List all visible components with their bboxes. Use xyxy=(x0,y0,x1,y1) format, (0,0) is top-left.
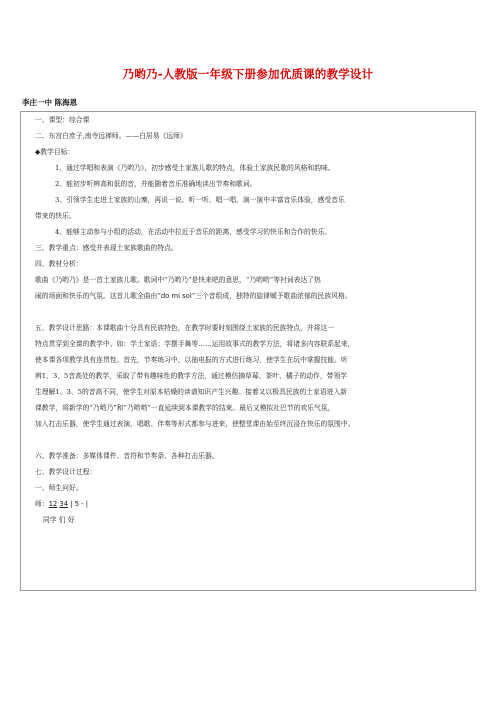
goal-1: 1、通过学唱和表演《乃哟乃》，初步感受土家族儿歌的特点，体验土家族民歌的风格和韵味。 xyxy=(55,164,335,172)
note-group-3: | 5 - | xyxy=(68,500,89,508)
note-group-2: 34 xyxy=(59,500,69,508)
course-type-line: 一、课型：综合课 xyxy=(35,116,90,124)
design-para-2: 特点贯穿到全课的教学中。如：学土家语；学摆手舞等……运用故事式的教学方法，将诸多内容联系起来， xyxy=(35,340,355,348)
teacher-label: 师： xyxy=(35,500,49,508)
material-heading: 四、教材分析： xyxy=(35,260,83,268)
material-text-a: 闹的场面和快乐的气氛。这首儿歌全曲由“ xyxy=(35,292,161,300)
design-para-3: 使本课各项教学具有连贯性。首先，节奏练习中，以抽电报的方式进行练习，使学生在玩中掌握技能。听 xyxy=(35,356,348,364)
material-text-b: ”三个音组成，独特的旋律赋予歌曲浓郁的民族风格。 xyxy=(191,292,352,300)
key-points-line: 三、教学重点：感受并表现土家族歌曲的特点。 xyxy=(35,244,178,252)
goal-3: 3、引领学生走进土家族的山寨，再说一说、听一听、唱一唱、演一演中丰富音乐体验，感受音乐 xyxy=(55,196,345,204)
author-line: 李庄一中 陈海恩 xyxy=(22,98,78,107)
design-para-5: 生理解1、3、5的音高不同，使学生对原本枯燥的读谱知识产生兴趣。接着又以极具民族的土家语进入新 xyxy=(35,388,348,396)
goal-4: 4、能够主动参与小组的活动，在活动中拉近于音乐的距离，感受学习的快乐和合作的快乐。 xyxy=(55,228,332,236)
document-title: 乃哟乃-人教版一年级下册参加优质课的教学设计 xyxy=(122,67,374,81)
quote-line: 二、东宫白庶子,南寺远禅师。——白居易《远师》 xyxy=(35,132,187,140)
solfege-notes: do mi sol xyxy=(160,292,192,300)
goals-heading: ◆教学目标： xyxy=(35,148,75,156)
process-heading: 七、教学设计过程： xyxy=(35,468,97,476)
note-group-1: 12 xyxy=(48,500,58,508)
notation-line xyxy=(35,500,88,509)
design-para-6: 课教学，将新学的“乃哟乃”和“乃哟哟”一直延续到本课教学的结束。最后又模拟社巴节的欢乐气氛， xyxy=(35,404,335,412)
material-para-2 xyxy=(35,292,352,301)
lyrics-line: 同学 们 好 xyxy=(43,516,75,524)
design-para-1: 五、教学设计思路：本课歌曲十分具有民族特色，在教学时要时刻围绕土家族的民族特点，并将这一 xyxy=(35,324,335,332)
goal-3-cont: 带来的快乐。 xyxy=(35,212,76,220)
design-para-7: 加入打击乐器，使学生通过表演、唱歌、伴奏等形式都参与进来，使整堂课由始至终沉浸在快乐的氛围中。 xyxy=(35,420,355,428)
prep-line: 六、教学准备：多媒体课件、音符和节奏条、各种打击乐器。 xyxy=(35,452,219,460)
greeting-line: 一、师生问好。 xyxy=(35,484,83,492)
goal-2: 2、能初步听辨高和低的音，并能随着音乐准确地读出节奏和歌词。 xyxy=(55,180,257,188)
material-para-1: 歌曲《乃哟乃》是一首土家族儿歌。歌词中“乃哟乃”是快来吧的意思，“乃哟哟”等衬词表达了热 xyxy=(35,276,321,284)
design-para-4: 辨1、3、5音高处的教学，采取了带有趣味性的教学方法，通过模仿摘草莓、茶叶、橘子的动作，带领学 xyxy=(35,372,348,380)
content-box xyxy=(20,111,476,591)
